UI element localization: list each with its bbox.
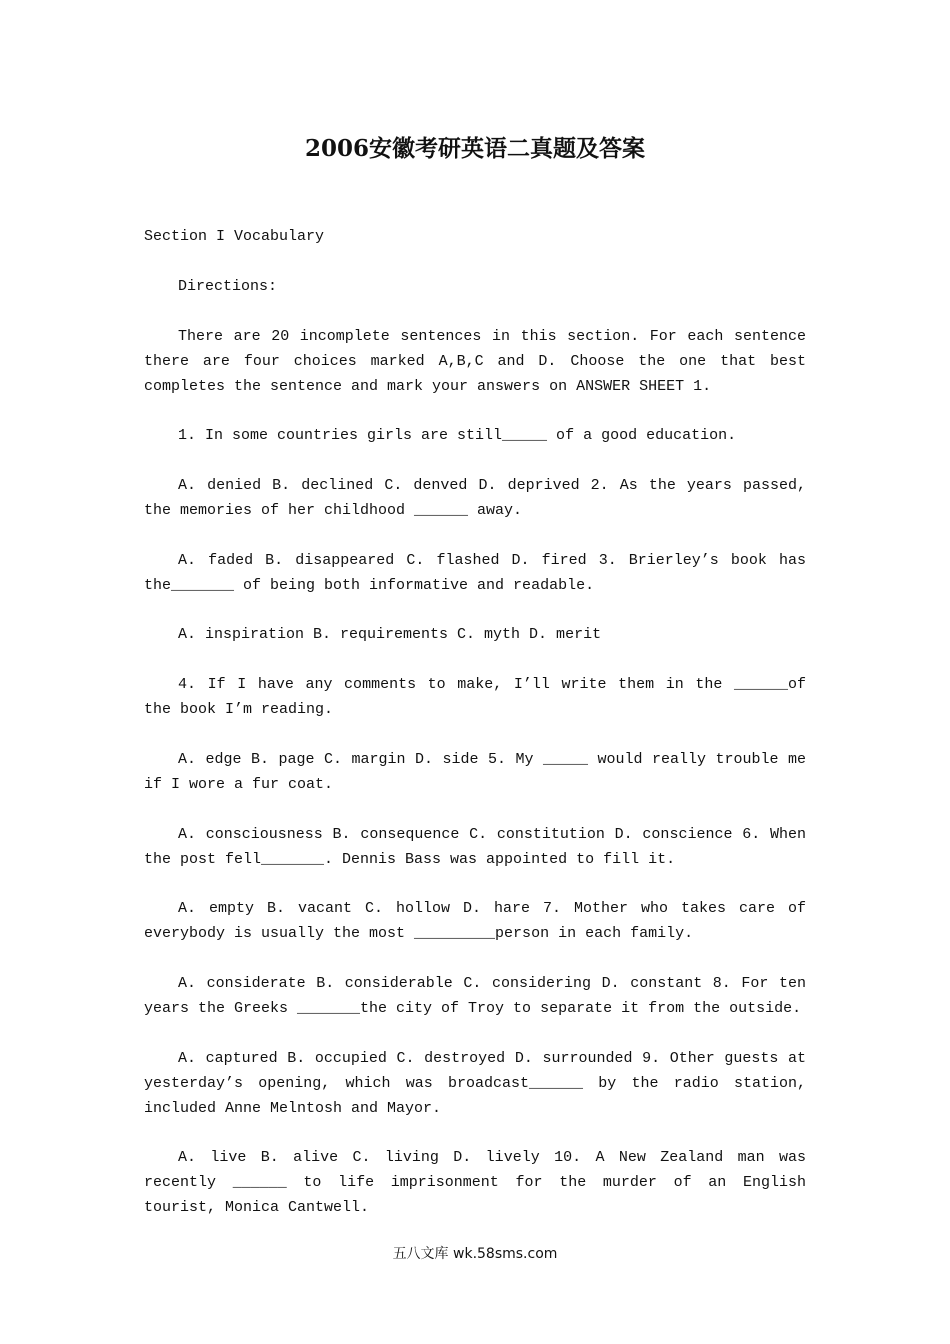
question-paragraph: A. edge B. page C. margin D. side 5. My _____ would really trouble me if I wore a fur coat. [144, 751, 806, 793]
directions-label: Directions: [178, 278, 278, 295]
question-paragraph: A. denied B. declined C. denved D. deprived 2. As the years passed, the memories of her childhood ______ away. [144, 477, 806, 519]
question-paragraph: A. inspiration B. requirements C. myth D. merit [178, 626, 602, 643]
question-paragraph: A. live B. alive C. living D. lively 10. A New Zealand man was recently ______ to life imprisonment for the murder of an English tourist, Monica Cantwell. [144, 1149, 806, 1216]
question-paragraph: 1. In some countries girls are still_____ of a good education. [178, 427, 737, 444]
document-title: 2006安徽考研英语二真题及答案 [304, 135, 645, 162]
question-paragraph: A. considerate B. considerable C. considering D. constant 8. For ten years the Greeks _______the city of Troy to separate it from the outside. [144, 975, 806, 1017]
footer-watermark: 五八文库 wk.58sms.com [392, 1246, 558, 1262]
question-paragraph: A. consciousness B. consequence C. constitution D. conscience 6. When the post fell_______. Dennis Bass was appointed to fill it. [144, 826, 806, 868]
question-paragraph: A. captured B. occupied C. destroyed D. surrounded 9. Other guests at yesterday’s opening, which was broadcast______ by the radio station, included Anne Melntosh and Mayor. [144, 1050, 806, 1117]
question-paragraph: 4. If I have any comments to make, I’ll write them in the ______of the book I’m reading. [144, 676, 806, 718]
section-heading: Section I Vocabulary [144, 228, 325, 245]
directions-text: There are 20 incomplete sentences in this section. For each sentence there are four choices marked A,B,C and D. Choose the one that best completes the sentence and mark your answers on ANSWER SHEET 1. [144, 328, 806, 395]
question-paragraph: A. empty B. vacant C. hollow D. hare 7. Mother who takes care of everybody is usually the most _________person in each family. [144, 900, 806, 942]
question-paragraph: A. faded B. disappeared C. flashed D. fired 3. Brierley’s book has the_______ of being both informative and readable. [144, 552, 806, 594]
